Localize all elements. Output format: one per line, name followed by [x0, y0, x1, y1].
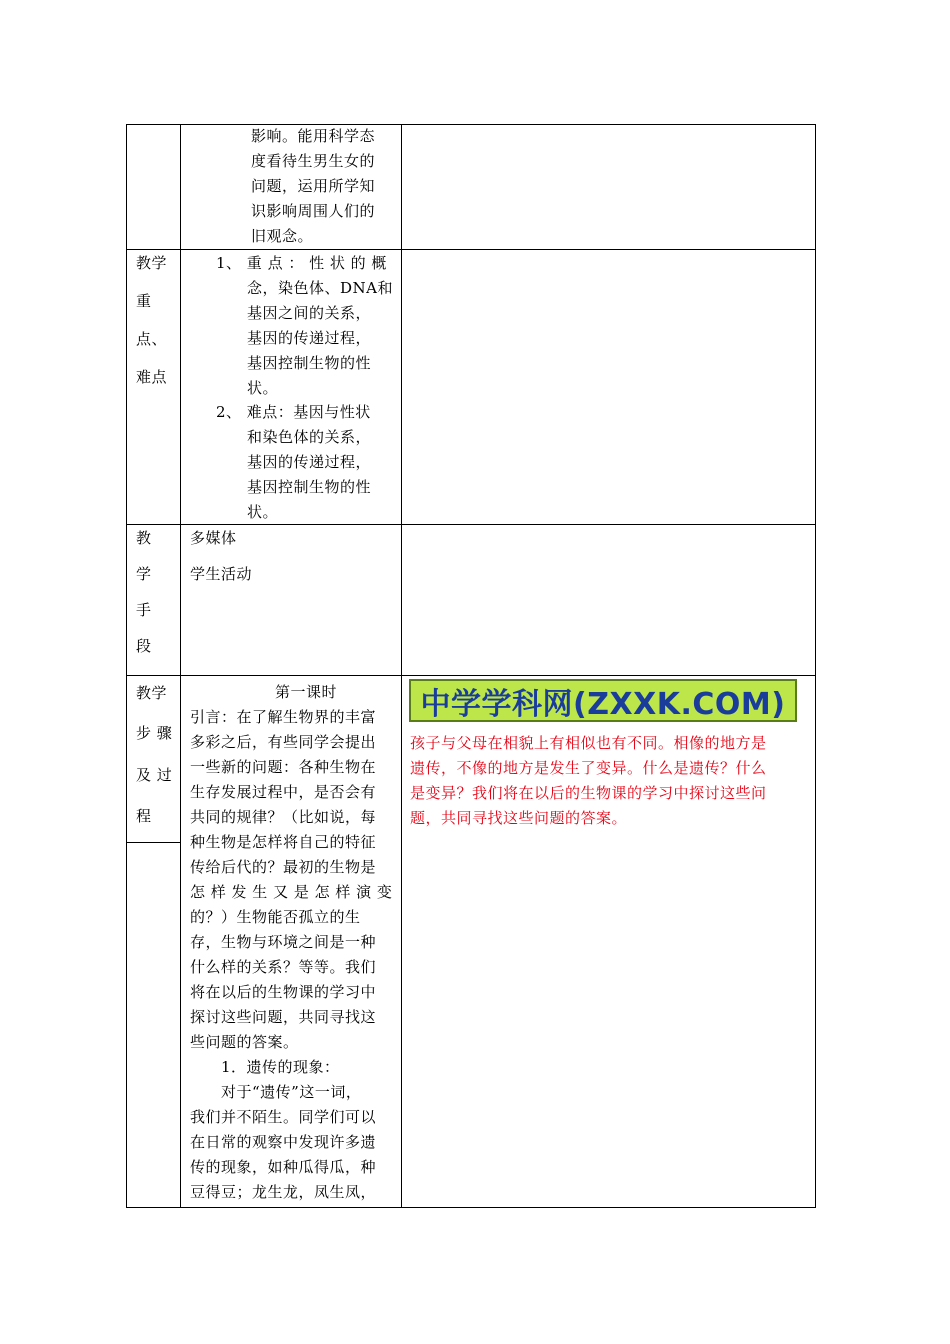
table-border-top [126, 124, 816, 125]
teaching-steps-label: 步 骤 [136, 724, 173, 742]
column-divider-2 [401, 124, 402, 1208]
intro-paragraph-line: 将在以后的生物课的学习中 [190, 983, 377, 1001]
key-point-item-2: 和染色体的关系， [247, 428, 372, 446]
table-border-bottom [126, 1207, 816, 1208]
table-border-right [815, 124, 816, 1208]
intro-paragraph-line: 一些新的问题：各种生物在 [190, 758, 377, 776]
key-point-item-1: 1、 重 点 ： 性 状 的 概 [216, 254, 387, 272]
key-points-label: 重 [136, 292, 152, 310]
teaching-steps-label: 程 [136, 807, 152, 825]
teaching-means-label: 手 [136, 601, 152, 619]
intro-paragraph-line: 种生物是怎样将自己的特征 [190, 833, 377, 851]
intro-paragraph-line: 多彩之后，有些同学会提出 [190, 733, 377, 751]
zxxk-logo [409, 679, 797, 722]
section-paragraph-line: 对于“遗传”这一词， [221, 1083, 362, 1101]
objective-text-line: 识影响周围人们的 [251, 202, 376, 220]
section-title: 1．遗传的现象： [221, 1058, 340, 1076]
objective-text-line: 旧观念。 [251, 227, 314, 245]
teaching-means-item: 多媒体 [190, 529, 237, 547]
teacher-note-line: 题，共同寻找这些问题的答案。 [410, 809, 628, 827]
intro-paragraph-line: 探讨这些问题，共同寻找这 [190, 1008, 377, 1026]
intro-paragraph-line: 什么样的关系？等等。我们 [190, 958, 377, 976]
section-paragraph-line: 在日常的观察中发现许多遗 [190, 1133, 377, 1151]
key-point-item-2: 2、 难点：基因与性状 [216, 403, 371, 421]
teacher-note-line: 是变异？我们将在以后的生物课的学习中探讨这些问 [410, 784, 767, 802]
teacher-note-line: 孩子与父母在相貌上有相似也有不同。相像的地方是 [410, 734, 767, 752]
section-paragraph-line: 我们并不陌生。同学们可以 [190, 1108, 377, 1126]
key-points-label: 难点 [136, 368, 168, 386]
teaching-means-label: 学 [136, 565, 152, 583]
key-point-item-1: 念，染色体、DNA和 [247, 279, 393, 297]
section-paragraph-line: 豆得豆；龙生龙，凤生凤， [190, 1183, 377, 1201]
teacher-note-line: 遗传，不像的地方是发生了变异。什么是遗传？什么 [410, 759, 767, 777]
intro-paragraph-line: 生存发展过程中，是否会有 [190, 783, 377, 801]
lesson-heading: 第一课时 [275, 683, 338, 701]
key-points-label: 点、 [136, 330, 168, 348]
key-point-item-2: 基因控制生物的性 [247, 478, 372, 496]
key-point-item-2: 状。 [247, 503, 279, 521]
teaching-means-label: 段 [136, 637, 152, 655]
intro-paragraph-line: 的？）生物能否孤立的生 [190, 908, 361, 926]
intro-paragraph-line: 引言：在了解生物界的丰富 [190, 708, 377, 726]
row-divider-2 [126, 524, 816, 525]
key-point-item-1: 基因之间的关系， [247, 304, 372, 322]
table-border-left [126, 124, 127, 1208]
column-divider-1 [180, 124, 181, 1208]
intro-paragraph-line: 传给后代的？最初的生物是 [190, 858, 377, 876]
intro-paragraph-line: 存，生物与环境之间是一种 [190, 933, 377, 951]
section-paragraph-line: 传的现象，如种瓜得瓜，种 [190, 1158, 377, 1176]
objective-text-line: 问题，运用所学知 [251, 177, 376, 195]
intro-paragraph-line: 怎 样 发 生 又 是 怎 样 演 变 [190, 883, 393, 901]
teaching-steps-label: 教学 [136, 684, 168, 702]
objective-text-line: 度看待生男生女的 [251, 152, 376, 170]
label-cell-divider [126, 842, 181, 843]
row-divider-3 [126, 675, 816, 676]
key-point-item-1: 状。 [247, 379, 279, 397]
key-point-item-2: 基因的传递过程， [247, 453, 372, 471]
intro-paragraph-line: 共同的规律？（比如说，每 [190, 808, 377, 826]
teaching-steps-label: 及 过 [136, 766, 173, 784]
row-divider-1 [126, 249, 816, 250]
key-point-item-1: 基因控制生物的性 [247, 354, 372, 372]
logo-text: 中学学科网(ZXXK.COM) [420, 686, 786, 722]
objective-text-line: 影响。能用科学态 [251, 127, 376, 145]
teaching-means-item: 学生活动 [190, 565, 253, 583]
intro-paragraph-line: 些问题的答案。 [190, 1033, 299, 1051]
key-point-item-1: 基因的传递过程， [247, 329, 372, 347]
teaching-means-label: 教 [136, 529, 152, 547]
key-points-label: 教学 [136, 254, 168, 272]
